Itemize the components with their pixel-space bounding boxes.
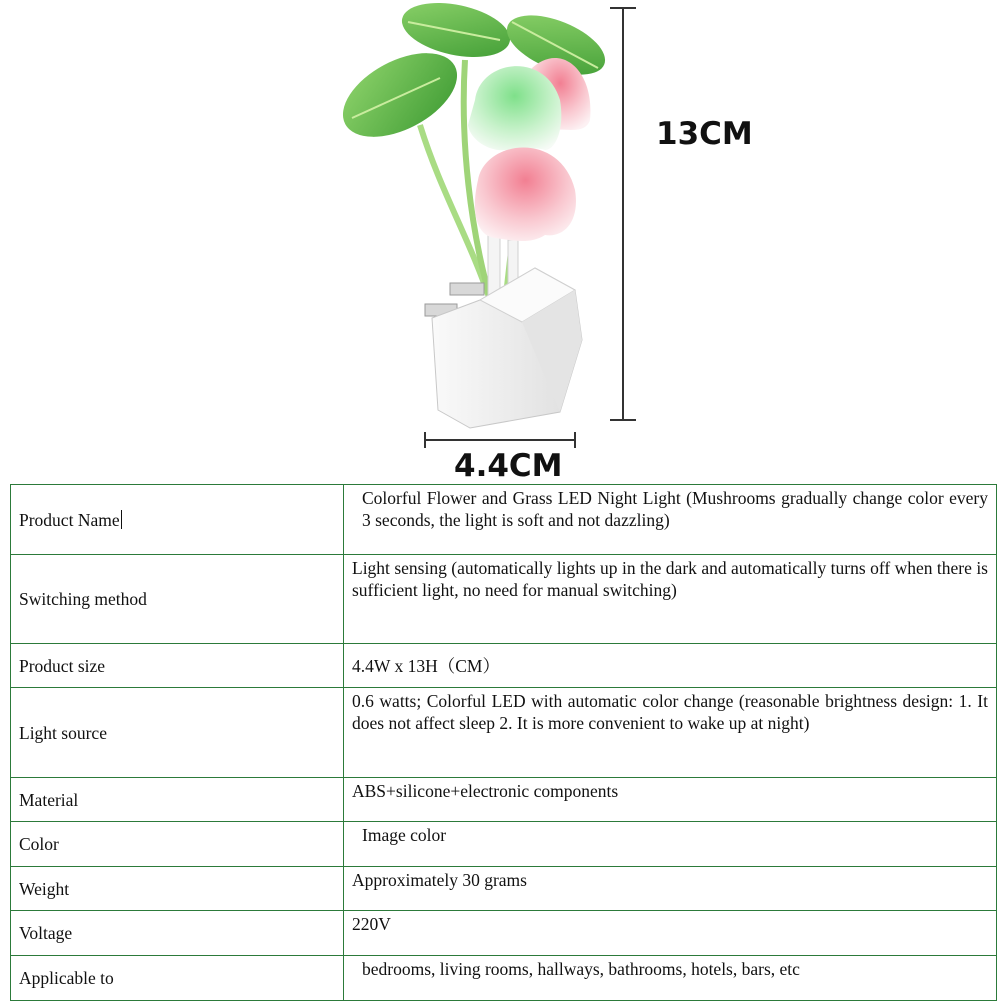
spec-label: Product size <box>11 644 344 688</box>
spec-value: 0.6 watts; Colorful LED with automatic color change (reasonable brightness design: 1. It does not affect sleep 2. It is more convenient to wake up at night) <box>344 688 997 778</box>
table-row <box>11 485 997 555</box>
spec-label: Voltage <box>11 911 344 956</box>
spec-value: bedrooms, living rooms, hallways, bathrooms, hotels, bars, etc <box>344 956 997 1001</box>
spec-label: Weight <box>11 867 344 911</box>
table-row <box>11 956 997 1001</box>
table-row <box>11 911 997 956</box>
table-row <box>11 822 997 867</box>
spec-label: Applicable to <box>11 956 344 1001</box>
spec-value: 220V <box>344 911 997 956</box>
table-row <box>11 555 997 644</box>
spec-value: Approximately 30 grams <box>344 867 997 911</box>
spec-label: Light source <box>11 688 344 778</box>
table-row <box>11 644 997 688</box>
spec-value: Light sensing (automatically lights up in the dark and automatically turns off when there is sufficient light, no need for manual switching) <box>344 555 997 644</box>
spec-value: 4.4W x 13H（CM） <box>344 644 997 688</box>
mushroom-night-light-image <box>0 0 1000 482</box>
table-row <box>11 778 997 822</box>
spec-value: ABS+silicone+electronic components <box>344 778 997 822</box>
product-figure <box>0 0 1000 482</box>
spec-value: Image color <box>344 822 997 867</box>
spec-table <box>10 484 997 1001</box>
width-dimension-label: 4.4CM <box>454 448 563 484</box>
spec-value: Colorful Flower and Grass LED Night Light (Mushrooms gradually change color every 3 seconds, the light is soft and not dazzling) <box>344 485 997 555</box>
table-row <box>11 867 997 911</box>
spec-label: Color <box>11 822 344 867</box>
spec-label-cell <box>11 485 344 555</box>
height-dimension-label: 13CM <box>656 116 753 152</box>
table-row <box>11 688 997 778</box>
spec-label: Product Name <box>19 509 120 530</box>
spec-label: Material <box>11 778 344 822</box>
text-caret <box>121 510 122 529</box>
spec-label: Switching method <box>11 555 344 644</box>
